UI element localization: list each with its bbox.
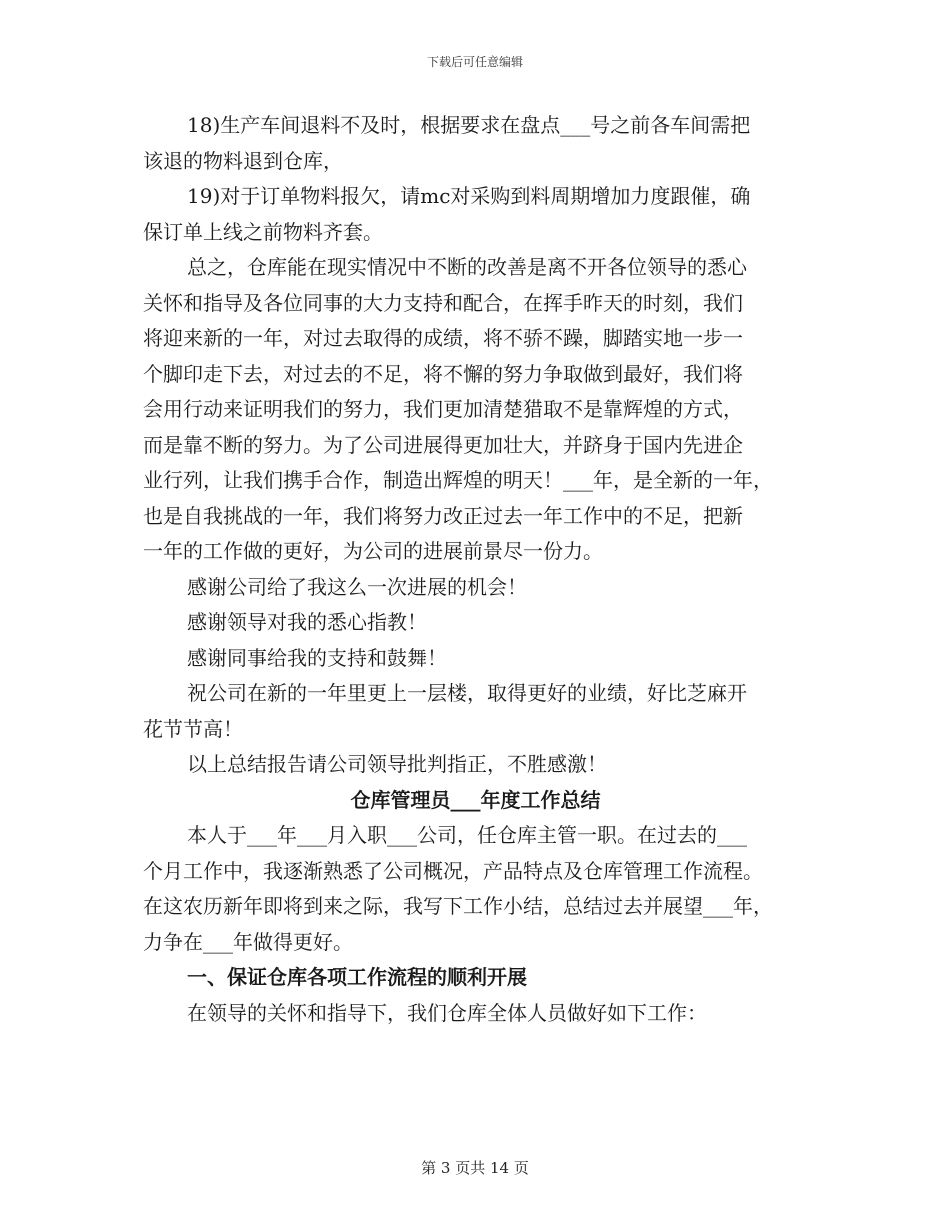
paragraph-line: 关怀和指导及各位同事的大力支持和配合，在挥手昨天的时刻，我们	[143, 290, 743, 315]
paragraph-line: 在这农历新年即将到来之际，我写下工作小结，总结过去并展望___年，	[143, 894, 773, 918]
paragraph-line: 一年的工作做的更好，为公司的进展前景尽一份力。	[143, 539, 603, 563]
paragraph-line: 总之，仓库能在现实情况中不断的改善是离不开各位领导的悉心	[187, 255, 747, 279]
paragraph-line: 18)生产车间退料不及时，根据要求在盘点___号之前各车间需把	[187, 113, 751, 137]
paragraph-line: 业行列，让我们携手合作，制造出辉煌的明天！___年，是全新的一年，	[143, 468, 773, 492]
paragraph-line: 该退的物料退到仓库，	[143, 148, 343, 173]
paragraph-line: 也是自我挑战的一年，我们将努力改正过去一年工作中的不足，把新	[143, 503, 743, 528]
paragraph-line: 19)对于订单物料报欠，请mc对采购到料周期增加力度跟催，确	[187, 184, 751, 208]
paragraph-line: 会用行动来证明我们的努力，我们更加清楚猎取不是靠辉煌的方式，	[143, 397, 743, 421]
paragraph-line: 保订单上线之前物料齐套。	[143, 219, 383, 244]
section-title: 仓库管理员___年度工作总结	[350, 787, 601, 812]
paragraph-line: 感谢同事给我的支持和鼓舞！	[187, 645, 447, 670]
paragraph-line: 力争在___年做得更好。	[143, 929, 353, 954]
page-header: 下载后可任意编辑	[426, 55, 523, 69]
paragraph-line: 将迎来新的一年，对过去取得的成绩，将不骄不躁，脚踏实地一步一	[143, 326, 743, 350]
paragraph-line: 感谢领导对我的悉心指教！	[187, 610, 427, 634]
paragraph-line: 在领导的关怀和指导下，我们仓库全体人员做好如下工作：	[187, 1000, 707, 1025]
page-footer: 第 3 页共 14 页	[421, 1159, 529, 1177]
paragraph-line: 祝公司在新的一年里更上一层楼，取得更好的业绩，好比芝麻开	[187, 681, 747, 705]
section-heading: 一、保证仓库各项工作流程的顺利开展	[187, 965, 527, 989]
paragraph-line: 个脚印走下去，对过去的不足，将不懈的努力争取做到最好，我们将	[143, 361, 743, 386]
paragraph-line: 花节节高！	[143, 716, 243, 741]
paragraph-line: 以上总结报告请公司领导批判指正，不胜感激！	[187, 752, 607, 776]
paragraph-line: 感谢公司给了我这么一次进展的机会！	[187, 574, 527, 599]
paragraph-line: 本人于___年___月入职___公司，任仓库主管一职。在过去的___	[187, 823, 747, 847]
paragraph-line: 而是靠不断的努力。为了公司进展得更加壮大，并跻身于国内先进企	[143, 432, 743, 457]
document-body	[143, 108, 808, 1031]
paragraph-line: 个月工作中，我逐渐熟悉了公司概况，产品特点及仓库管理工作流程。	[143, 858, 763, 883]
